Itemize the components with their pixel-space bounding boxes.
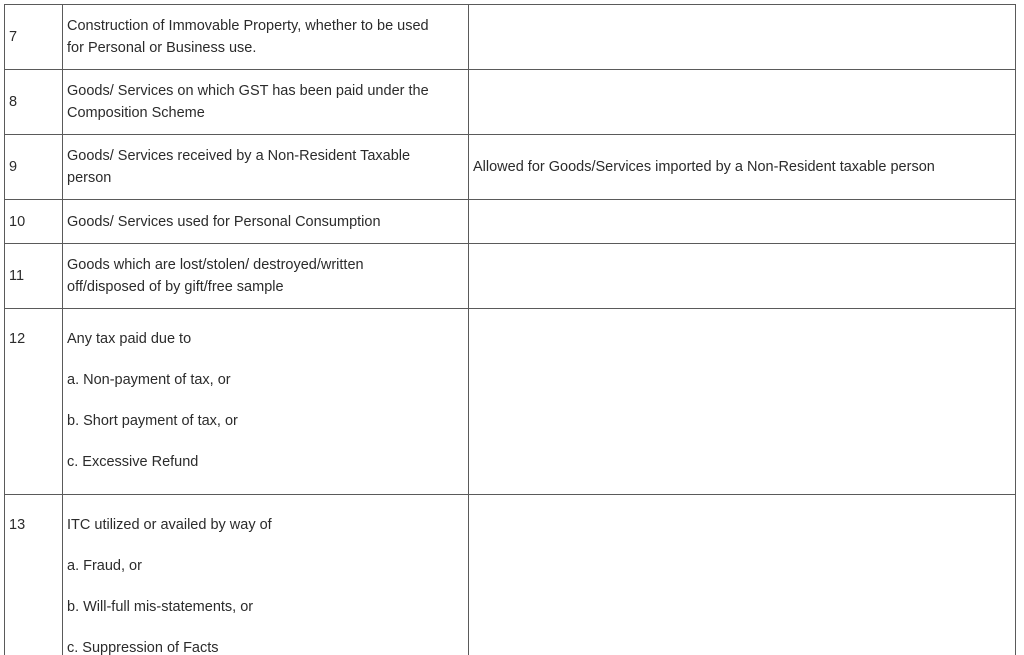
description-line: b. Will-full mis-statements, or: [67, 599, 254, 615]
row-note: Allowed for Goods/Services imported by a Non-Resident taxable person: [469, 135, 1016, 200]
row-description: [63, 70, 469, 135]
row-description: [63, 5, 469, 70]
description-line: a. Fraud, or: [67, 558, 142, 574]
table-row: [5, 309, 1016, 495]
description-line: Goods which are lost/stolen/ destroyed/written: [67, 257, 364, 273]
row-note: [469, 200, 1016, 244]
description-line: b. Short payment of tax, or: [67, 413, 238, 429]
row-description: [63, 244, 469, 309]
table-row: [5, 70, 1016, 135]
row-number: 10: [5, 200, 63, 244]
row-number: 9: [5, 135, 63, 200]
row-description: [63, 309, 469, 495]
table-row: [5, 200, 1016, 244]
description-line: for Personal or Business use.: [67, 40, 257, 56]
row-note: [469, 495, 1016, 655]
row-number: 13: [5, 495, 63, 655]
table-row: [5, 135, 1016, 200]
description-line: off/disposed of by gift/free sample: [67, 279, 284, 295]
description-line: Goods/ Services used for Personal Consumption: [67, 213, 381, 230]
description-line: Goods/ Services received by a Non-Resident Taxable: [67, 148, 411, 164]
table-row: [5, 495, 1016, 655]
description-line: Goods/ Services on which GST has been paid under the: [67, 83, 429, 99]
row-number: 11: [5, 244, 63, 309]
row-note: [469, 70, 1016, 135]
itc-blocked-table: [4, 4, 1016, 655]
table-row: [5, 244, 1016, 309]
row-number: 7: [5, 5, 63, 70]
row-description: [63, 200, 469, 244]
row-number: 12: [5, 309, 63, 495]
description-line: ITC utilized or availed by way of: [67, 517, 272, 533]
row-description: [63, 495, 469, 655]
description-line: a. Non-payment of tax, or: [67, 372, 231, 388]
row-note: [469, 244, 1016, 309]
row-number: 8: [5, 70, 63, 135]
description-line: Any tax paid due to: [67, 331, 192, 347]
description-line: Construction of Immovable Property, whether to be used: [67, 18, 429, 34]
row-description: [63, 135, 469, 200]
row-note: [469, 309, 1016, 495]
row-note: [469, 5, 1016, 70]
description-line: c. Suppression of Facts: [67, 640, 219, 655]
description-line: c. Excessive Refund: [67, 454, 199, 470]
description-line: person: [67, 170, 112, 186]
table-row: [5, 5, 1016, 70]
description-line: Composition Scheme: [67, 105, 205, 121]
